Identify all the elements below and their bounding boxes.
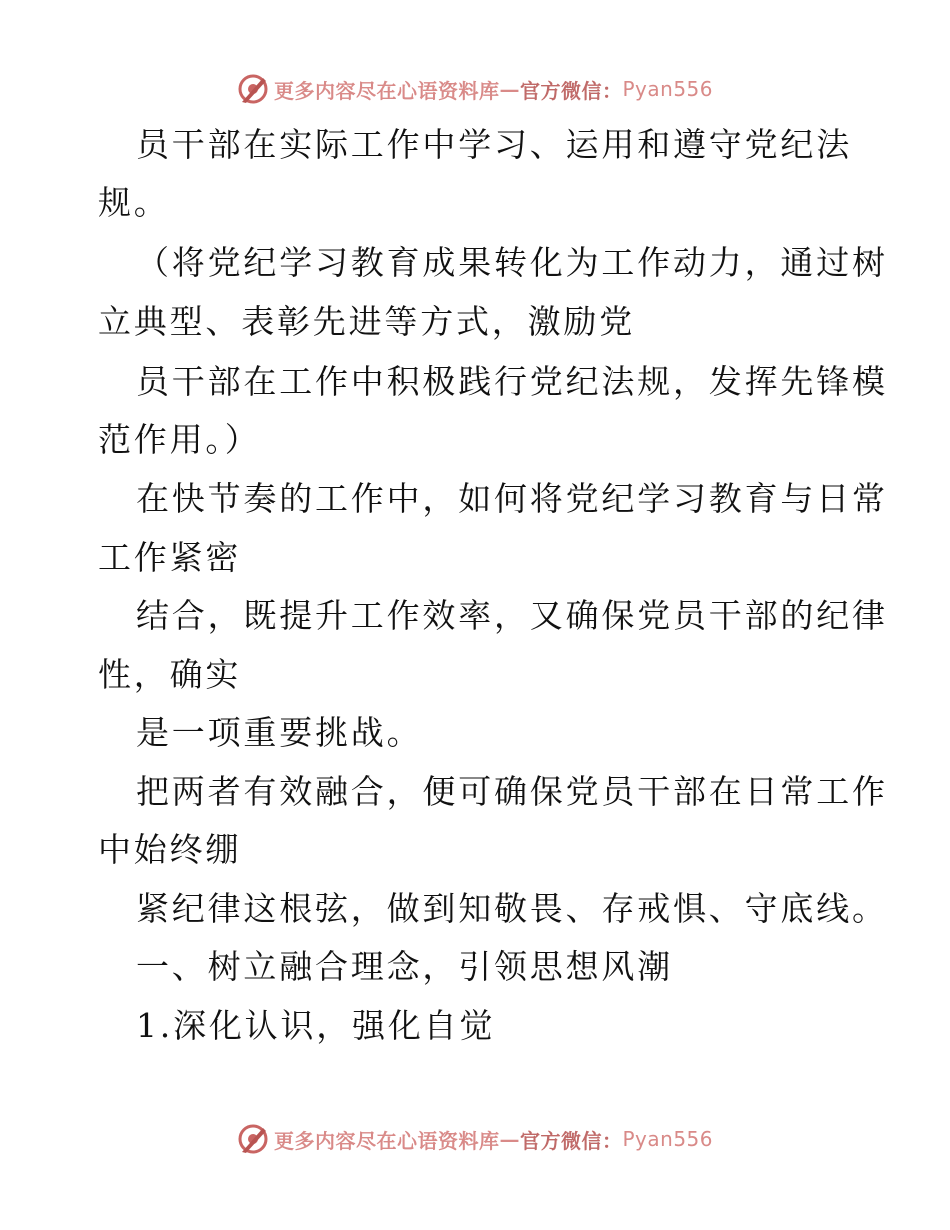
section-heading: 一、树立融合理念，引领思想风潮 xyxy=(136,947,673,986)
watermark-account-label: 官方微信： xyxy=(520,1128,623,1153)
body-line: 员干部在实际工作中学习、运用和遵守党纪法 xyxy=(136,125,852,164)
body-line: 范作用。） xyxy=(98,420,261,459)
body-line: 是一项重要挑战。 xyxy=(136,713,423,752)
watermark-separator: — xyxy=(499,1127,520,1151)
body-line: 立典型、表彰先进等方式，激励党 xyxy=(98,302,635,341)
watermark-account-id: Pyan556 xyxy=(622,1127,714,1151)
body-line: （将党纪学习教育成果转化为工作动力，通过树 xyxy=(136,243,888,282)
body-line: 性，确实 xyxy=(98,655,242,694)
body-line: 把两者有效融合，便可确保党员干部在日常工作 xyxy=(136,772,888,811)
body-line: 员干部在工作中积极践行党纪法规，发挥先锋模 xyxy=(136,362,888,401)
watermark-account-label: 官方微信： xyxy=(520,78,623,103)
header-watermark xyxy=(236,72,713,106)
footer-watermark xyxy=(236,1122,713,1156)
watermark-account-id: Pyan556 xyxy=(622,77,714,101)
body-line: 中始终绷 xyxy=(98,830,242,869)
subsection-heading: 1.深化认识，强化自觉 xyxy=(136,1006,496,1045)
pen-logo-icon xyxy=(236,1122,270,1156)
watermark-brand: 更多内容尽在心语资料库 xyxy=(274,78,500,103)
watermark-brand: 更多内容尽在心语资料库 xyxy=(274,1128,500,1153)
body-line: 结合，既提升工作效率，又确保党员干部的纪律 xyxy=(136,596,888,635)
body-line: 工作紧密 xyxy=(98,538,242,577)
body-line: 在快节奏的工作中，如何将党纪学习教育与日常 xyxy=(136,479,888,518)
body-line: 紧纪律这根弦，做到知敬畏、存戒惧、守底线。 xyxy=(136,889,888,928)
body-line: 规。 xyxy=(98,183,170,222)
watermark-separator: — xyxy=(499,77,520,101)
pen-logo-icon xyxy=(236,72,270,106)
